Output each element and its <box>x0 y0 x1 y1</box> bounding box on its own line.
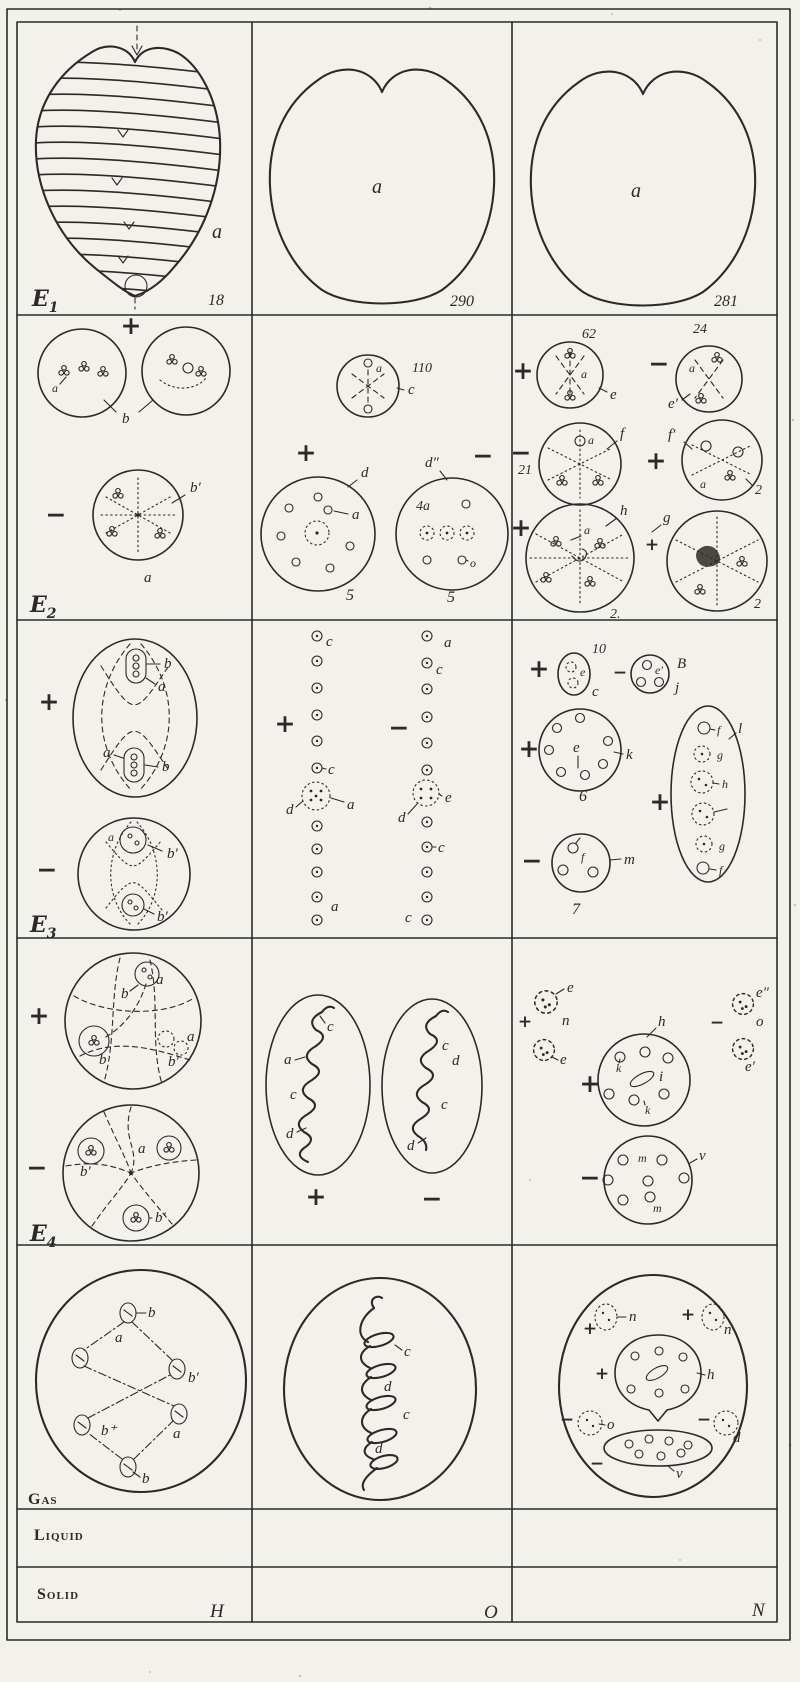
label-d: d <box>286 1126 294 1142</box>
figure-number: 10 <box>592 642 606 657</box>
label-f: f <box>717 723 721 737</box>
label-i: i <box>659 1069 664 1085</box>
label-o: o <box>607 1417 615 1433</box>
label-k: k <box>645 1103 651 1117</box>
row-label-e2: $E_2$ <box>30 592 57 622</box>
label-a: a <box>376 361 382 375</box>
label-c: c <box>328 762 335 778</box>
label-a: a <box>212 221 222 243</box>
plus-sign: + <box>649 787 671 816</box>
label-h: h <box>658 1014 666 1030</box>
label-g: g <box>717 748 723 762</box>
plus-sign: + <box>305 1182 327 1211</box>
label-e-prime: e′ <box>745 1059 755 1075</box>
minus-sign: − <box>510 438 532 467</box>
minus-sign: − <box>559 1410 575 1430</box>
label-v: v <box>699 1148 706 1164</box>
plus-sign: + <box>582 1319 598 1339</box>
label-d: d <box>384 1379 392 1395</box>
figure-number: 290 <box>450 293 474 310</box>
minus-sign: − <box>45 500 67 529</box>
label-a: a <box>689 361 695 375</box>
plus-sign: + <box>518 734 540 763</box>
label-a: a <box>584 523 590 537</box>
label-a: a <box>108 830 114 844</box>
figure-number: 21 <box>518 463 532 478</box>
plus-sign: + <box>274 709 296 738</box>
label-d: d <box>407 1138 415 1154</box>
label-c: c <box>403 1407 410 1423</box>
label-f: f <box>581 850 585 864</box>
figure-number: 2 <box>755 483 762 498</box>
column-footer-nitrogen: N <box>752 1600 765 1621</box>
row-label-e3: $E_3$ <box>30 912 57 942</box>
label-k: k <box>616 1061 622 1075</box>
minus-sign: − <box>388 713 410 742</box>
label-c: c <box>441 1097 448 1113</box>
label-a: a <box>156 972 164 988</box>
figure-number: 24 <box>693 322 707 337</box>
label-g: g <box>719 839 725 853</box>
label-e: e <box>567 980 574 996</box>
row-label-liquid: Liquid <box>34 1527 84 1544</box>
label-b: b <box>142 1471 150 1487</box>
label-a: a <box>144 570 152 586</box>
label-b-prime: b′ <box>155 1210 166 1226</box>
row-label-gas: Gas <box>28 1491 58 1508</box>
label-b-prime: b′ <box>167 846 178 862</box>
label-b-prime: b′ <box>157 909 168 925</box>
figure-number: 5 <box>346 587 354 604</box>
label-a: a <box>588 433 594 447</box>
row-label-e1: $E_1$ <box>32 286 59 316</box>
plus-sign: + <box>120 311 142 340</box>
figure-number: 110 <box>412 361 432 376</box>
label-e: e <box>580 665 586 679</box>
label-e: e <box>610 387 617 403</box>
label-o: o <box>470 556 476 570</box>
label-b-plus: b⁺ <box>101 1423 117 1439</box>
label-n: n <box>724 1322 732 1338</box>
label-b: b <box>148 1305 156 1321</box>
label-c: c <box>405 910 412 926</box>
plus-sign: + <box>38 687 60 716</box>
label-v: v <box>676 1466 683 1482</box>
label-h: h <box>707 1367 715 1383</box>
minus-sign: − <box>589 1454 605 1474</box>
label-h: h <box>722 777 728 791</box>
label-b: b <box>162 759 170 775</box>
label-b: b <box>122 411 130 427</box>
label-a: a <box>631 180 641 202</box>
figure-number: 281 <box>714 293 738 310</box>
label-m: m <box>624 852 635 868</box>
label-d: d <box>361 465 369 481</box>
column-footer-oxygen: O <box>484 1602 498 1623</box>
plus-sign: + <box>644 535 660 555</box>
label-a: a <box>700 477 706 491</box>
label-c: c <box>438 840 445 856</box>
label-e-prime: e′ <box>668 396 678 412</box>
minus-sign: − <box>648 349 670 378</box>
label-g: g <box>663 510 671 526</box>
row-label-solid: Solid <box>37 1586 80 1603</box>
figure-number: 6 <box>579 788 587 805</box>
label-a: a <box>115 1330 123 1346</box>
label-a: a <box>444 635 452 651</box>
label-a: a <box>331 899 339 915</box>
label-e-prime: e′ <box>655 663 663 677</box>
minus-sign: − <box>709 1013 725 1033</box>
plus-sign: + <box>579 1069 601 1098</box>
minus-sign: − <box>521 846 543 875</box>
label-f: f <box>719 863 723 877</box>
label-4a: 4a <box>416 499 430 514</box>
figure-number: 7 <box>572 901 580 918</box>
label-e-double-prime: e″ <box>756 985 769 1001</box>
minus-sign: − <box>36 855 58 884</box>
plus-sign: + <box>510 513 532 542</box>
label-d: d <box>398 810 406 826</box>
minus-sign: − <box>612 663 628 683</box>
label-b: b <box>121 986 129 1002</box>
label-a: a <box>138 1141 146 1157</box>
label-e: e <box>560 1052 567 1068</box>
plus-sign: + <box>528 654 550 683</box>
label-a: a <box>284 1052 292 1068</box>
label-a: a <box>347 797 355 813</box>
label-c: c <box>404 1344 411 1360</box>
minus-sign: − <box>472 441 494 470</box>
label-d: d <box>286 802 294 818</box>
label-n: n <box>562 1013 570 1029</box>
label-b-prime: b′ <box>168 1054 179 1070</box>
label-a: a <box>581 367 587 381</box>
plus-sign: + <box>512 356 534 385</box>
figure-number: 2 <box>754 597 761 612</box>
label-a: a <box>52 381 58 395</box>
label-f-prime: f′ <box>668 427 676 443</box>
label-B: B <box>677 656 687 672</box>
label-b-prime: b′ <box>80 1164 91 1180</box>
plus-sign: + <box>295 438 317 467</box>
label-m: m <box>653 1201 662 1215</box>
column-footer-hydrogen: H <box>210 1601 224 1622</box>
label-b: b <box>164 656 172 672</box>
label-e: e <box>573 740 580 756</box>
row-liquid <box>34 1527 84 1544</box>
plus-sign: + <box>680 1305 696 1325</box>
figure-number: 2. <box>610 607 621 622</box>
label-d: d <box>375 1441 383 1457</box>
figure-number: 5 <box>447 589 455 606</box>
label-m: m <box>638 1151 647 1165</box>
label-c: c <box>436 662 443 678</box>
plus-sign: + <box>28 1001 50 1030</box>
label-b-prime: b′ <box>190 480 201 496</box>
label-c: c <box>442 1038 449 1054</box>
label-a: a <box>158 679 166 695</box>
label-n: n <box>629 1309 637 1325</box>
label-b-prime: b′ <box>188 1370 199 1386</box>
minus-sign: − <box>421 1184 443 1213</box>
label-c: c <box>408 382 415 398</box>
figure-number: 18 <box>208 292 224 309</box>
row-label-e4: $E_4$ <box>30 1221 57 1251</box>
label-d: d <box>452 1053 460 1069</box>
label-f: f <box>620 426 625 442</box>
label-c: c <box>592 684 599 700</box>
label-a: a <box>173 1426 181 1442</box>
plus-sign: + <box>517 1012 533 1032</box>
label-a: a <box>103 745 111 761</box>
label-d-double-prime: d″ <box>425 455 439 471</box>
figure-number: 62 <box>582 327 596 342</box>
label-c: c <box>290 1087 297 1103</box>
minus-sign: − <box>579 1163 601 1192</box>
label-l: l <box>738 721 743 737</box>
minus-sign: − <box>696 1410 712 1430</box>
label-d: d <box>733 1430 741 1446</box>
label-c: c <box>327 1019 334 1035</box>
plus-sign: + <box>594 1364 610 1384</box>
label-a: a <box>372 176 382 198</box>
plus-sign: + <box>645 446 667 475</box>
label-o: o <box>756 1014 764 1030</box>
minus-sign: − <box>26 1153 48 1182</box>
label-c: c <box>326 634 333 650</box>
label-e: e <box>445 790 452 806</box>
label-b: b <box>99 1052 107 1068</box>
label-j: j <box>675 680 680 696</box>
label-a: a <box>352 507 360 523</box>
label-h: h <box>620 503 628 519</box>
label-a: a <box>187 1029 195 1045</box>
label-k: k <box>626 747 633 763</box>
